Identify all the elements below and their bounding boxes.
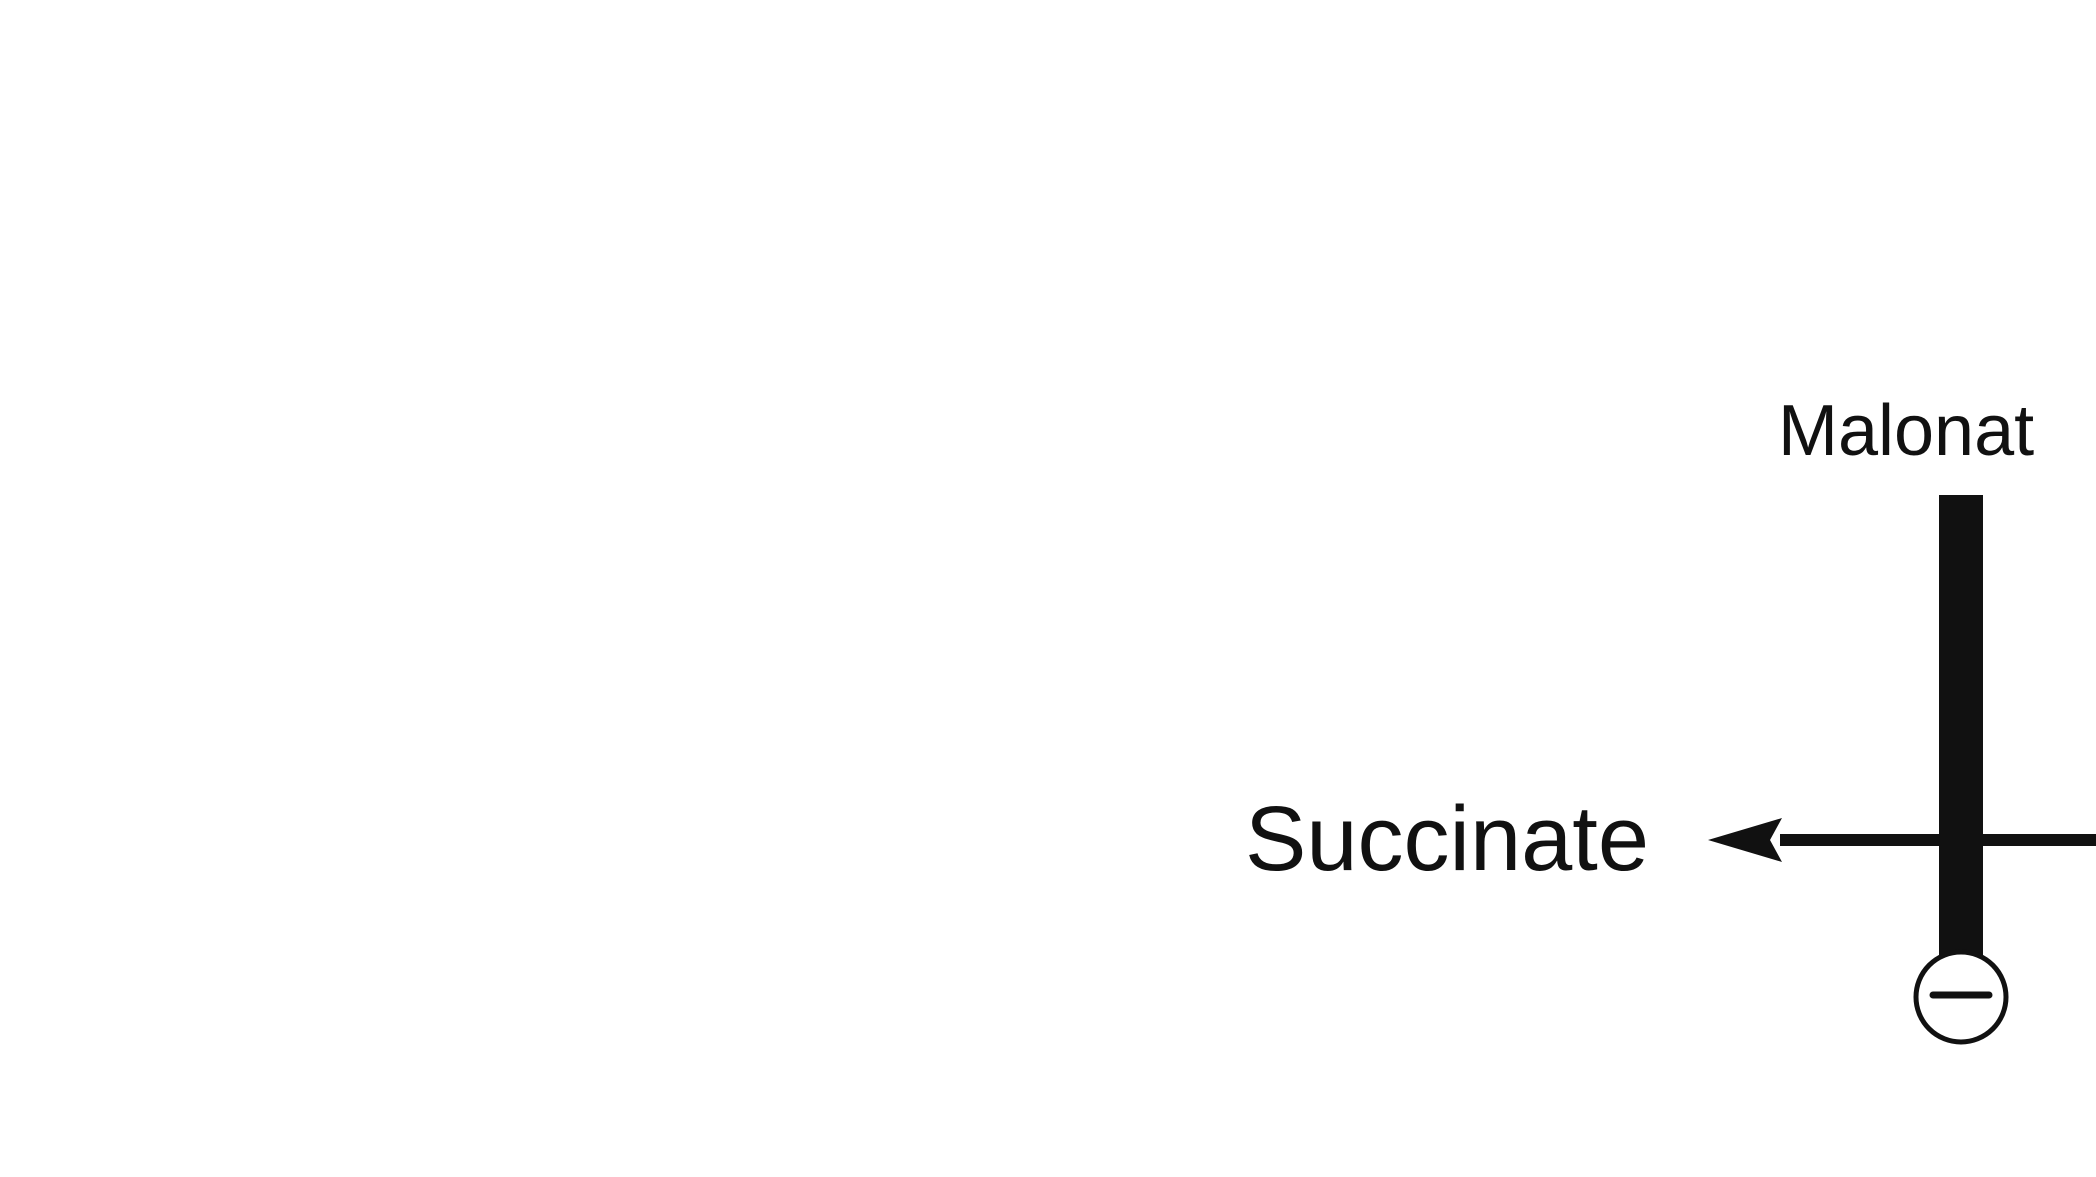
- inhibitor-label: Malonat: [1778, 391, 2035, 471]
- reaction-arrowhead: [1708, 818, 1782, 862]
- inhibition-bar: [1939, 495, 1983, 955]
- substrate-label: Succinate: [1245, 788, 1650, 890]
- minus-circle-icon: [1916, 952, 2006, 1042]
